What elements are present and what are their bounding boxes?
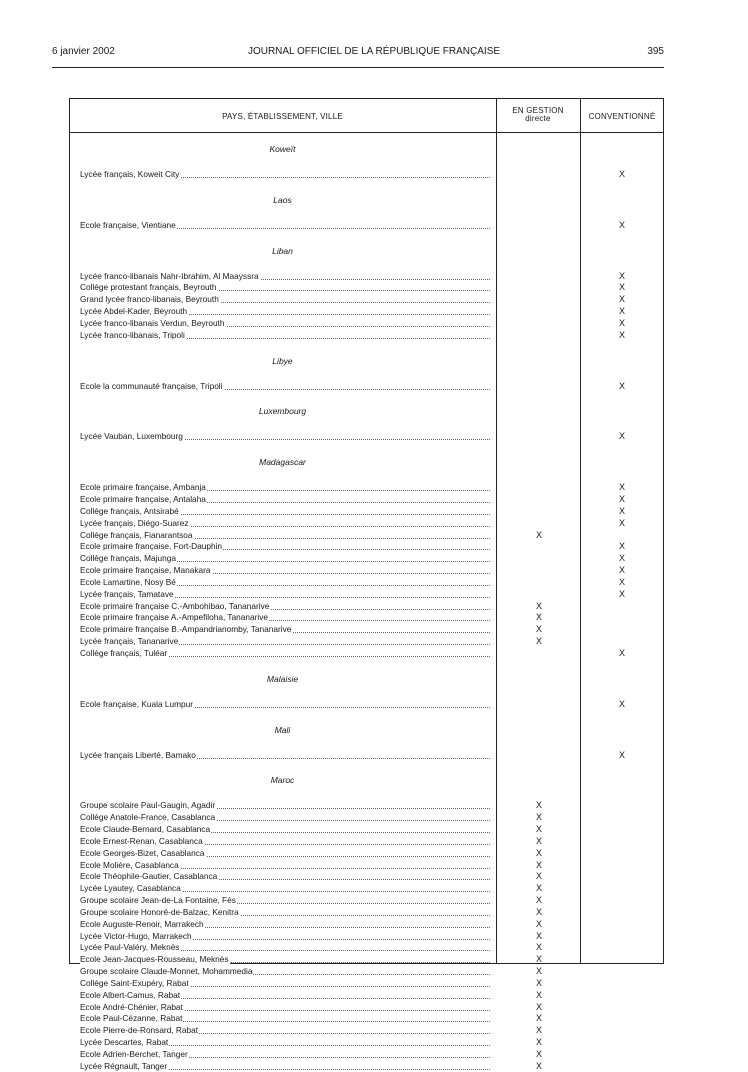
column-header-gestion-line1: EN GESTION: [512, 106, 564, 115]
establishment-name: Groupe scolaire Honoré-de-Balzac, Kenitra: [80, 906, 239, 917]
establishment-name: Ecole Auguste-Renoir, Marrakech: [80, 918, 204, 929]
establishment-name: Lycée français, Tamatave: [80, 588, 174, 599]
list-item: [80, 906, 490, 918]
conventionne-mark: X: [618, 588, 625, 599]
establishment-name: Groupe scolaire Claude-Monnet, Mohammedia: [80, 966, 253, 977]
list-item: [80, 870, 490, 882]
conventionne-mark: X: [618, 282, 625, 293]
establishment-name: Collège Anatole-France, Casablanca: [80, 812, 216, 823]
gestion-directe-mark: X: [535, 1037, 542, 1047]
gestion-directe-mark: X: [535, 1013, 542, 1024]
list-item: [80, 882, 490, 894]
list-item: [80, 823, 490, 835]
gestion-directe-mark: X: [535, 1048, 542, 1059]
list-item: [80, 380, 490, 392]
country-heading: Mali: [274, 724, 291, 735]
country-heading: Madagascar: [259, 457, 306, 468]
establishment-name: Lycée Descartes, Rabat: [80, 1037, 169, 1047]
gestion-directe-mark: X: [535, 529, 542, 540]
establishment-name: Lycée franco-libanais Nahr-Ibrahim, Al Maayssra: [80, 270, 259, 281]
column-divider-gestion: [496, 98, 497, 964]
establishment-name: Lycée Lyautey, Casablanca: [80, 883, 181, 894]
conventionne-mark: X: [618, 553, 625, 564]
list-item: [80, 168, 490, 180]
establishment-name: Ecole Pierre-de-Ronsard, Rabat: [80, 1025, 199, 1036]
gestion-directe-mark: X: [535, 824, 542, 835]
list-item: [80, 894, 490, 906]
list-item: [80, 1060, 490, 1072]
gestion-directe-mark: X: [535, 800, 542, 811]
conventionne-mark: X: [618, 294, 625, 305]
list-item: [80, 1012, 490, 1024]
gestion-directe-mark: X: [535, 859, 542, 870]
gestion-directe-mark: X: [535, 895, 542, 906]
list-item: [80, 430, 490, 442]
establishment-name: Ecole primaire française, Manakara: [80, 565, 211, 576]
list-item: [80, 918, 490, 930]
gestion-directe-mark: X: [535, 883, 542, 894]
establishment-name: Ecole Théophile-Gautier, Casablanca: [80, 871, 218, 882]
establishment-name: Ecole Adrien-Berchet, Tanger: [80, 1048, 188, 1059]
conventionne-mark: X: [618, 541, 625, 552]
establishment-name: Lycée français, Diégo-Suarez: [80, 517, 189, 528]
list-item: [80, 989, 490, 1001]
list-item: [80, 270, 490, 282]
establishment-name: Ecole primaire française A.-Ampefiloha, Tananarive: [80, 612, 269, 623]
conventionne-mark: X: [618, 494, 625, 505]
conventionne-mark: X: [618, 505, 625, 516]
list-item: [80, 835, 490, 847]
list-item: [80, 1024, 490, 1036]
list-item: [80, 517, 490, 529]
header-row-rule: [69, 132, 664, 133]
list-item: [80, 859, 490, 871]
establishment-name: Ecole Lamartine, Nosy Bé: [80, 576, 176, 587]
conventionne-mark: X: [618, 698, 625, 709]
list-item: [80, 329, 490, 341]
establishment-name: Ecole la communauté française, Tripoli: [80, 380, 223, 391]
establishment-name: Ecole française, Vientiane: [80, 219, 176, 230]
list-item: [80, 317, 490, 329]
gestion-directe-mark: X: [535, 835, 542, 846]
list-item: [80, 305, 490, 317]
list-item: [80, 847, 490, 859]
establishment-name: Lycée Paul-Valéry, Meknès: [80, 942, 180, 953]
establishment-name: Lycée Victor-Hugo, Marrakech: [80, 930, 192, 941]
list-item: [80, 1001, 490, 1013]
gestion-directe-mark: X: [535, 918, 542, 929]
country-heading: Malaisie: [266, 673, 299, 684]
list-item: [80, 749, 490, 761]
list-item: [80, 811, 490, 823]
gestion-directe-mark: X: [535, 942, 542, 953]
list-item: [80, 219, 490, 231]
list-item: [80, 1048, 490, 1060]
list-item: [80, 293, 490, 305]
list-item: [80, 1036, 490, 1048]
column-divider-conventionne: [580, 98, 581, 964]
establishment-name: Collège protestant français, Beyrouth: [80, 282, 217, 293]
establishment-name: Lycée français, Tananarive: [80, 636, 179, 647]
establishment-name: Lycée français, Koweit City: [80, 169, 180, 179]
establishment-name: Ecole primaire française, Antalaha: [80, 494, 206, 505]
establishment-name: Ecole primaire française B.-Ampandrianomby, Tananarive: [80, 624, 292, 635]
list-item: [80, 698, 490, 710]
conventionne-mark: X: [618, 517, 625, 528]
page-number: 395: [647, 46, 664, 57]
establishment-name: Grand lycée franco-libanais, Beyrouth: [80, 294, 219, 305]
gestion-directe-mark: X: [535, 600, 542, 611]
list-item: [80, 493, 490, 505]
country-heading: Liban: [272, 245, 293, 256]
list-item: [80, 588, 490, 600]
list-item: [80, 552, 490, 564]
list-item: [80, 623, 490, 635]
establishment-name: Lycée Vauban, Luxembourg: [80, 431, 183, 442]
list-item: [80, 600, 490, 612]
gestion-directe-mark: X: [535, 1001, 542, 1012]
establishment-name: Collège français, Tuléar: [80, 647, 168, 658]
list-item: [80, 635, 490, 647]
establishment-name: Groupe scolaire Jean-de-La Fontaine, Fès: [80, 895, 236, 906]
list-item: [80, 977, 490, 989]
column-header-gestion: [496, 107, 580, 123]
header-rule: [52, 67, 664, 68]
list-item: [80, 576, 490, 588]
gestion-directe-mark: X: [535, 812, 542, 823]
list-item: [80, 529, 490, 541]
list-item: [80, 481, 490, 493]
list-item: [80, 611, 490, 623]
establishment-name: Lycée Abdel-Kader, Beyrouth: [80, 306, 188, 317]
establishment-name: Lycée Régnault, Tanger: [80, 1060, 168, 1071]
establishment-name: Lycée franco-libanais Verdun, Beyrouth: [80, 317, 225, 328]
list-item: [80, 564, 490, 576]
conventionne-mark: X: [618, 380, 625, 391]
conventionne-mark: X: [618, 169, 625, 179]
gestion-directe-mark: X: [535, 966, 542, 977]
column-header-gestion-line2: directe: [525, 114, 551, 123]
list-item: [80, 941, 490, 953]
establishment-name: Ecole André-Chénier, Rabat: [80, 1001, 183, 1012]
list-item: [80, 953, 490, 965]
gestion-directe-mark: X: [535, 906, 542, 917]
list-item: [80, 647, 490, 659]
establishment-name: Ecole Jean-Jacques-Rousseau, Meknès: [80, 954, 229, 965]
establishment-name: Collège français, Fianarantsoa: [80, 529, 193, 540]
conventionne-mark: X: [618, 565, 625, 576]
establishment-name: Ecole Albert-Camus, Rabat: [80, 989, 181, 1000]
establishment-name: Ecole française, Kuala Lumpur: [80, 698, 193, 709]
country-heading: Maroc: [270, 775, 295, 786]
conventionne-mark: X: [618, 317, 625, 328]
column-header-pays: PAYS, ÉTABLISSEMENT, VILLE: [222, 112, 343, 121]
conventionne-mark: X: [618, 647, 625, 658]
gestion-directe-mark: X: [535, 930, 542, 941]
gestion-directe-mark: X: [535, 871, 542, 882]
gestion-directe-mark: X: [535, 989, 542, 1000]
gestion-directe-mark: X: [535, 847, 542, 858]
country-heading: Koweït: [269, 144, 296, 154]
gestion-directe-mark: X: [535, 624, 542, 635]
conventionne-mark: X: [618, 306, 625, 317]
gestion-directe-mark: X: [535, 612, 542, 623]
gestion-directe-mark: X: [535, 1025, 542, 1036]
establishment-name: Collège Saint-Exupéry, Rabat: [80, 977, 189, 988]
list-item: [80, 930, 490, 942]
establishment-name: Ecole Claude-Bernard, Casablanca: [80, 824, 211, 835]
conventionne-mark: X: [618, 270, 625, 281]
country-heading: Libye: [272, 355, 293, 366]
list-item: [80, 540, 490, 552]
conventionne-mark: X: [618, 576, 625, 587]
establishment-name: Ecole Ernest-Renan, Casablanca: [80, 835, 203, 846]
gestion-directe-mark: X: [535, 636, 542, 647]
header-date: 6 janvier 2002: [52, 46, 115, 57]
gestion-directe-mark: X: [535, 954, 542, 965]
establishment-name: Ecole primaire française C.-Ambohibao, Tananarive: [80, 600, 270, 611]
establishment-name: Collège français, Antsirabé: [80, 505, 179, 516]
list-item: [80, 281, 490, 293]
conventionne-mark: X: [618, 431, 625, 442]
conventionne-mark: X: [618, 749, 625, 760]
establishment-name: Ecole primaire française, Fort-Dauphin: [80, 541, 223, 552]
country-heading: Laos: [273, 194, 292, 205]
establishment-name: Groupe scolaire Paul-Gaugin, Agadir: [80, 800, 216, 811]
conventionne-mark: X: [618, 329, 625, 340]
list-item: [80, 965, 490, 977]
column-header-conventionne: CONVENTIONNÉ: [588, 112, 656, 121]
establishment-name: Ecole primaire française, Ambanja: [80, 482, 206, 493]
country-heading: Luxembourg: [258, 406, 307, 417]
conventionne-mark: X: [618, 482, 625, 493]
establishment-name: Lycée franco-libanais, Tripoli: [80, 329, 185, 340]
list-item: [80, 505, 490, 517]
establishment-name: Ecole Georges-Bizet, Casablanca: [80, 847, 205, 858]
gestion-directe-mark: X: [535, 1060, 542, 1071]
establishment-name: Ecole Paul-Cézanne, Rabat: [80, 1013, 183, 1024]
list-item: [80, 799, 490, 811]
establishment-name: Ecole Molière, Casablanca: [80, 859, 179, 870]
header-title: JOURNAL OFFICIEL DE LA RÉPUBLIQUE FRANÇAISE: [247, 46, 501, 57]
establishment-name: Lycée français Liberté, Bamako: [80, 749, 196, 760]
establishment-name: Collège français, Majunga: [80, 553, 176, 564]
gestion-directe-mark: X: [535, 977, 542, 988]
conventionne-mark: X: [618, 219, 625, 230]
